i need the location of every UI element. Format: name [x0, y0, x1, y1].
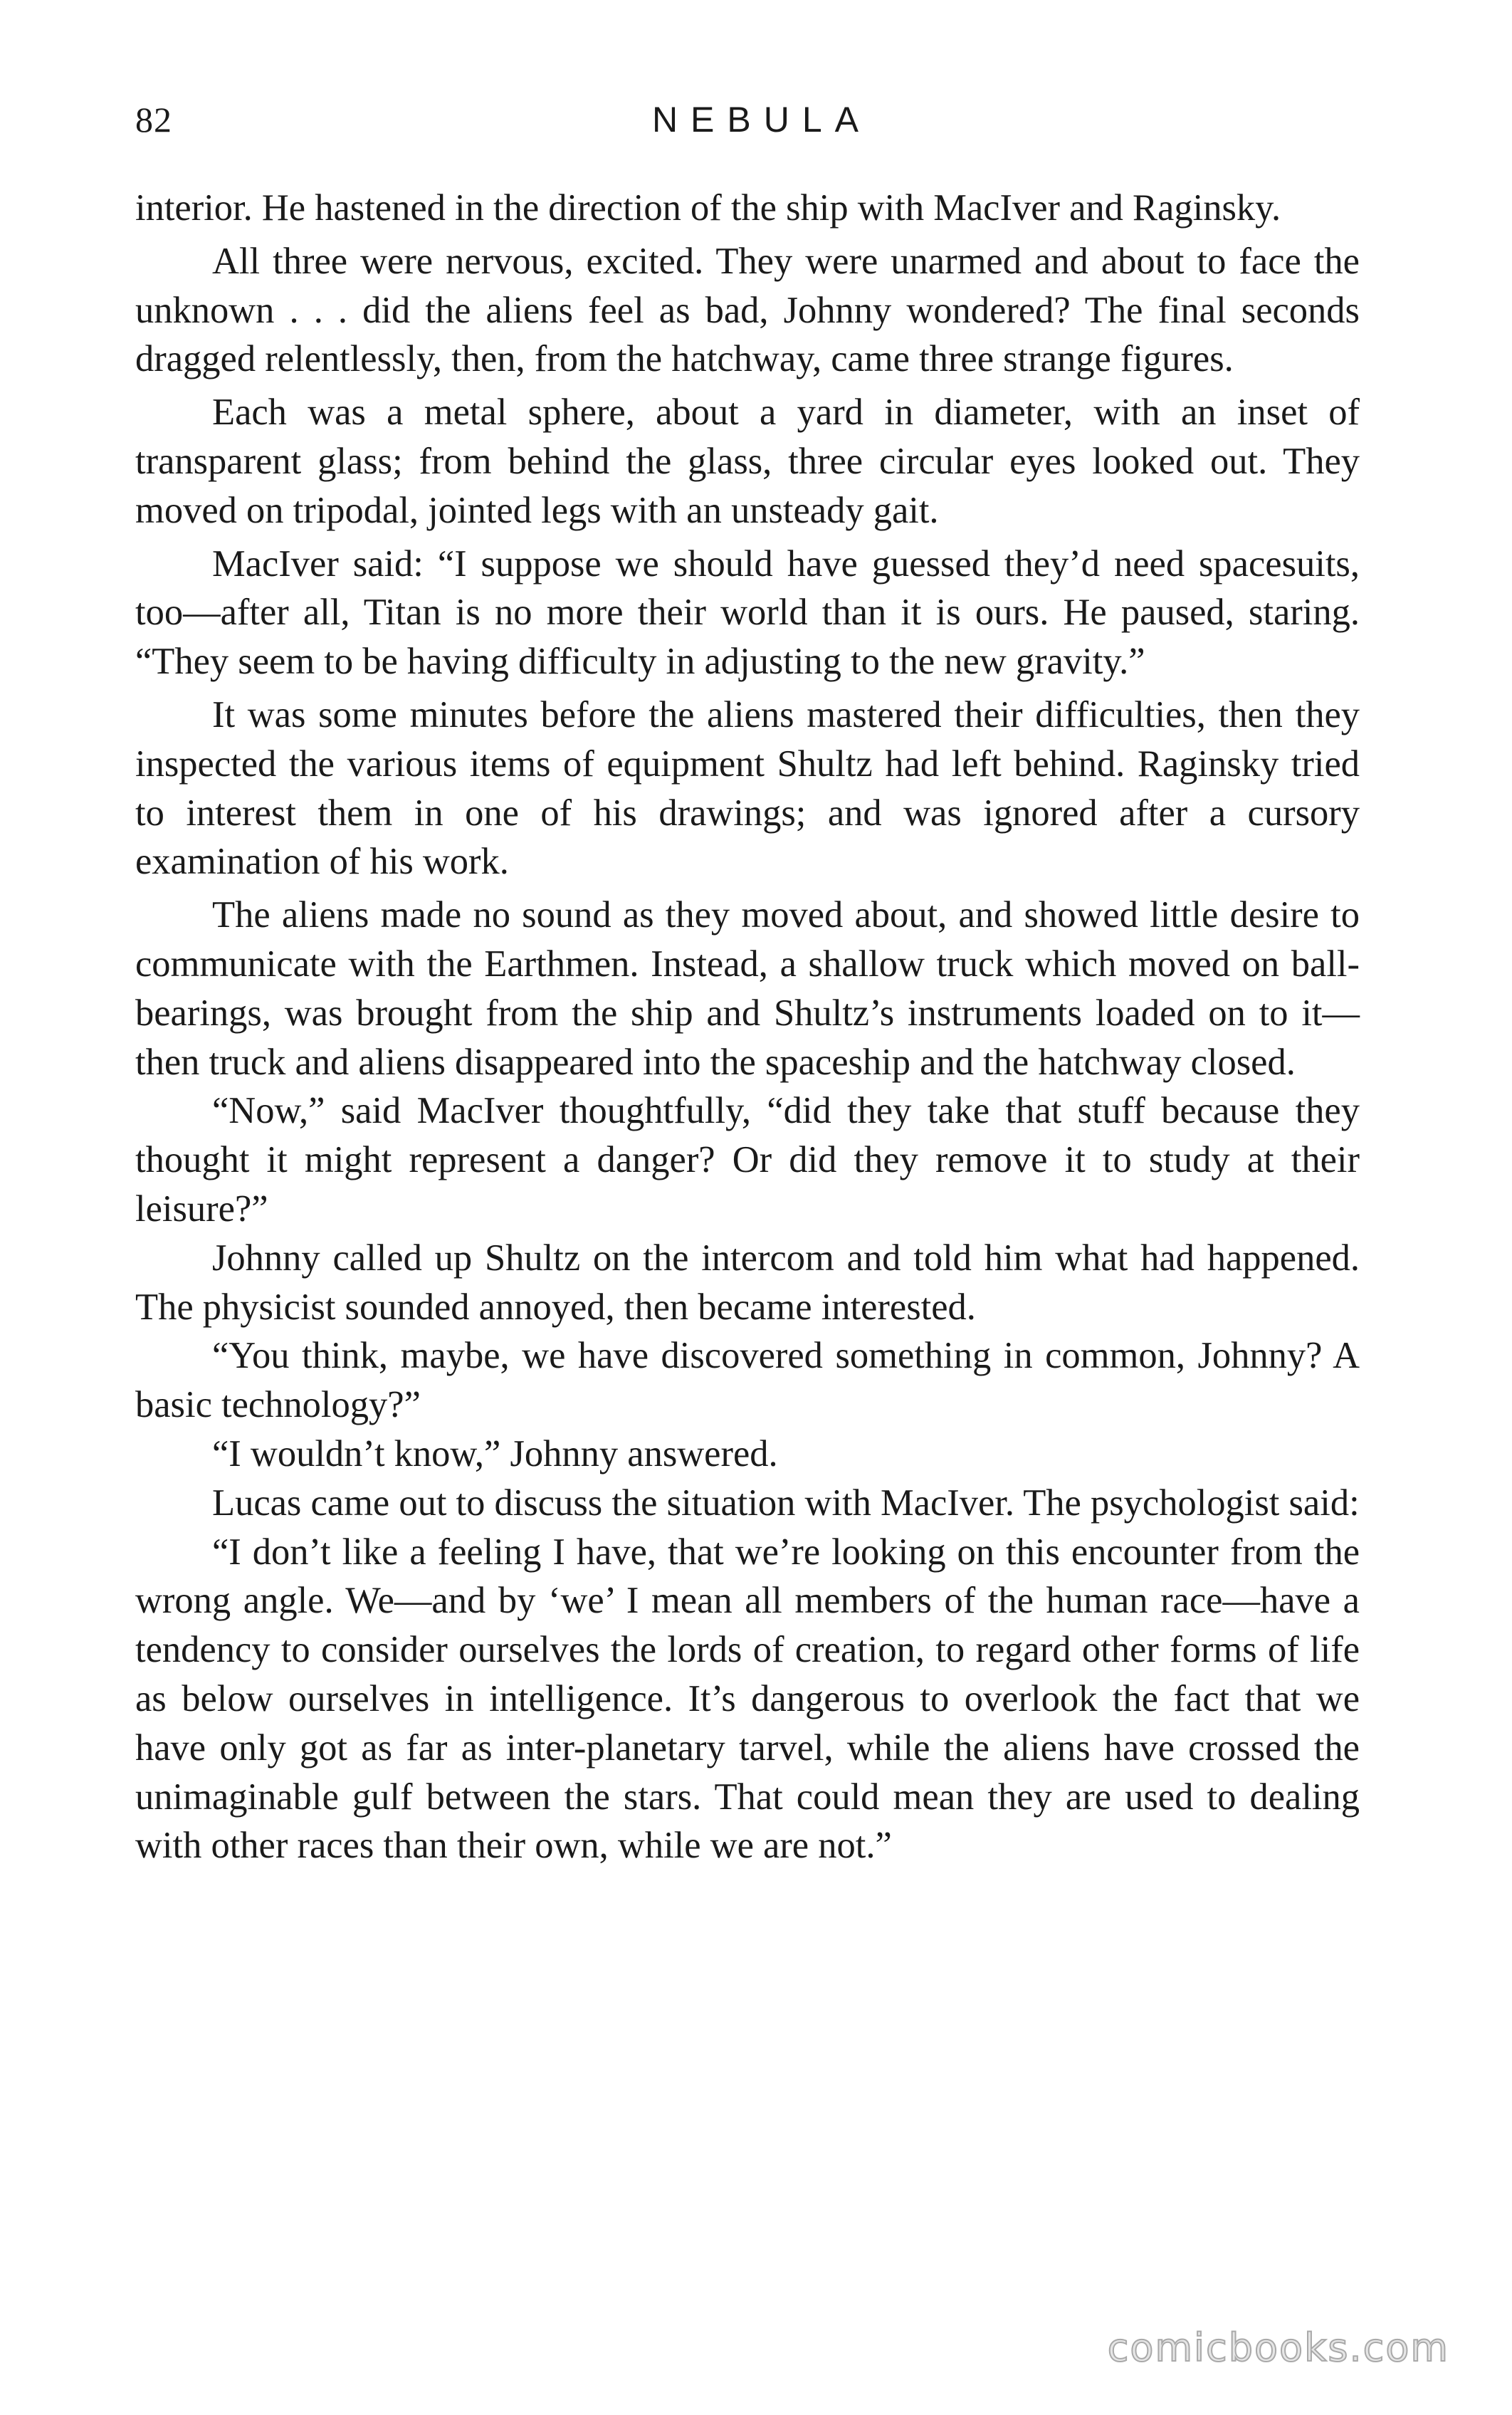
- paragraph: MacIver said: “I suppose we should have guessed they’d need spacesuits, too—after all, Titan is no more their world than it is ours. He paused, staring. “They seem to be having difficulty in adjusting to the new gravity.”: [135, 543, 1360, 683]
- paragraph: “I don’t like a feeling I have, that we’re looking on this encounter from the wrong angle. We—and by ‘we’ I mean all members of the human race—have a tendency to consider ourselves the lords of creation, to regard other forms of life as below ourselves in intelligence. It’s dangerous to overlook the fact that we have only got as far as inter-planetary tarvel, while the aliens have crossed the unimaginable gulf between the stars. That could mean they are used to dealing with other races than their own, while we are not.”: [135, 1531, 1360, 1867]
- body-text: [135, 184, 1360, 1870]
- paragraph: All three were nervous, excited. They were unarmed and about to face the unknown . . . did the aliens feel as bad, Johnny wondered? The final seconds dragged relentlessly, then, from the hatchway, came three strange figures.: [135, 240, 1360, 380]
- paragraph: Each was a metal sphere, about a yard in diameter, with an inset of transparent glass; from behind the glass, three circular eyes looked out. They moved on tripodal, jointed legs with an unsteady gait.: [135, 392, 1360, 531]
- page-number: 82: [135, 100, 172, 140]
- paragraph: “I wouldn’t know,” Johnny answered.: [212, 1432, 778, 1474]
- running-head: [135, 91, 1360, 148]
- paragraph: interior. He hastened in the direction of the ship with MacIver and Raginsky.: [135, 187, 1281, 229]
- paragraph: The aliens made no sound as they moved about, and showed little desire to communicate with the Earthmen. Instead, a shallow truck which moved on ball-bearings, was brought from the ship and Shultz’s instruments loaded on to it—then truck and aliens disappeared into the spaceship and the hatchway closed.: [135, 894, 1360, 1083]
- running-title: NEBULA: [651, 100, 872, 140]
- paragraph: “Now,” said MacIver thoughtfully, “did they take that stuff because they thought it might represent a danger? Or did they remove it to study at their leisure?”: [135, 1090, 1360, 1230]
- paragraph: “You think, maybe, we have discovered something in common, Johnny? A basic technology?”: [135, 1335, 1360, 1426]
- paragraph: Johnny called up Shultz on the intercom and told him what had happened. The physicist sounded annoyed, then became interested.: [135, 1237, 1360, 1328]
- watermark: comicbooks.com: [1107, 2325, 1449, 2370]
- paragraph: Lucas came out to discuss the situation with MacIver. The psychologist said:: [212, 1482, 1360, 1524]
- paragraph: It was some minutes before the aliens mastered their difficulties, then they inspected the various items of equipment Shultz had left behind. Raginsky tried to interest them in one of his drawings; and was ignored after a cursory examination of his work.: [135, 693, 1360, 883]
